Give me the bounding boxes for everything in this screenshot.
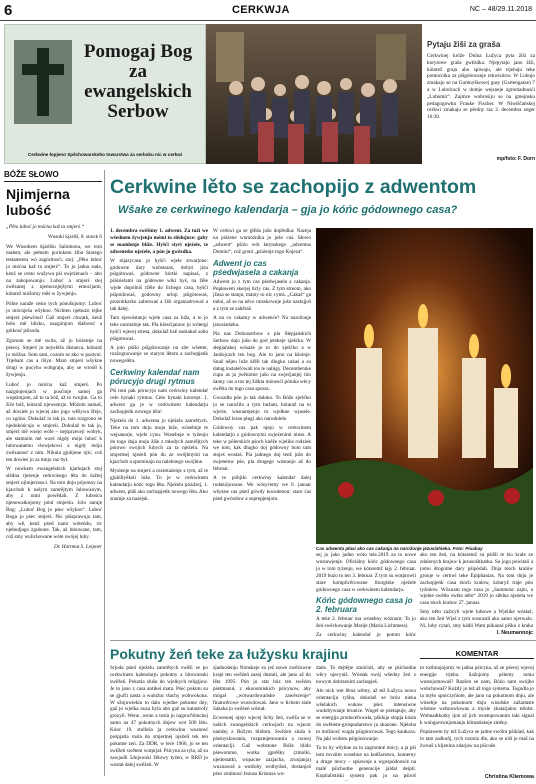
- sidebar-paragraph: W nowkem ewangelskich kjarlejach stoj slědna rjeźenje cerkwinego lěta do šažtej smjerś njimjernosci. Na tom dnju pójomny na kjarchob k našym zamrějtym lubowanym, aby z nimi powědali. Z luboścu njenowatkojomy póul smjerśu. Jolo naraje Bog: „Luboć Bog jo pśec wšykno“. Luboć Bogu jo pśec smjerś. Nic pśisprawuju tam, aby wě, kenž pśed nami wóteńdu, ric njebudjago zgubone. Tak, až lubowane, tam, což smy wulichowane wóte swójej luby.: [6, 466, 102, 541]
- article-column-2: [213, 228, 311, 638]
- article-signature: I. Neumannojc: [496, 630, 533, 636]
- bottom-paragraph: Ale nick wet lěrsa wěmy, až tež Łužyca nowu orientaciju tyšba, dokulaž se bróu nieka wšelakich wukaw pśez intensiwne wudobywanje brunice. Wugel se pśetapuje, aby se energija produceřowała, pšiduja stopja kósla do swětiem-gróspudarstwo ju skazone. Njetoba to móžnosć wugla pśigóncowaś. Tego kaukoza. Na jaki wobstu pśigónowanje.: [316, 687, 416, 743]
- article-paragraph: Adwent jo z tym cas pśedwjasela a cakanja. Popławem skerjej ticly cas. Z tym streom, ako jžnsa se stanju, mamy to nic cymś. „Cakaś“ ga měni, až se na něco rutsskownje jušo nastajjoš a z tym se zaběraš.: [213, 278, 311, 313]
- section-title: CERKWJA: [232, 4, 290, 16]
- page-number: 6: [4, 2, 13, 19]
- masthead-subtitle: Cerkwine łopjeno Spěchowarskeho towarstwa za serbsku nic w cerkwi: [27, 152, 183, 157]
- candles-photo: [316, 228, 533, 544]
- sidebar-body: [6, 224, 102, 554]
- bottom-article-title: Pokutny žeń teke za łužysku krajinu: [110, 646, 349, 662]
- article-paragraph: ako ten žeń, na kótaremž su pśišli te tśo krale ze zdalonych krajow k jezusošitkatku. Su jogo powitali a jomu drogotne dary pśipódali. Dnja tśoch kralów gronje w cerkwi teke Epiphanias. Na tom dnju je zachopjeńk casa tśoch kralow, kótaryž traje pón tyźeńow. Wóznam togo casa jo „Sammosc zajtu, a wjelne swětło swěta něto“ 2019 jo slědna njeźela we casu tśoch kralow 27. januar.: [420, 552, 533, 607]
- article-paragraph: Pla nas Dolnoserbow a pla Słepjańskich Serbow dajo jušo do god jetskeje zješćka. W słepjańskej wósaże jo to do zješćko a w Janšojcach ten bog. Ale to jano na kšoinje. Snaž nějeu luže křěli tak dlugko cakaś a su datug instaleřowali tos te nabigy. Decemberske cupu as ja jwěnimie jušo na swjećjanjej tiin śanny cas a tos tej žiškta mónosći pótuka wěcy swěšta do togo casa sporas.: [213, 330, 311, 393]
- article-column-3: [316, 552, 416, 638]
- sidebar-paragraph: We Wusokem kjarlišu Salomona, we tom małem, ale pełnem porinkem žiba Starego testamenta wó zagóritosći, stoj: „Pěto luboć jo móćna kaž ta smjerś“. To jo jadna sada, kenž se cesto wužywa pśi swjeźenach – abo na zakopowanju. Luboć a smjerś stej zwězanej z njemocnjejšymi emocijami, kótarež móžomy měś w žywjenju.: [6, 243, 102, 298]
- article-paragraph: sej jo jako jadno wóto tele.2019 za to nowe wustawjenje. Oficiálny kóńc gódownego casa jo w tom tyźenju, we kótaremž łajy 2. februar. 2019 buźo to ten 3. februar. Z tym su wotprowli stare komplicěrowane liturgiske njeźele gódownego casa w cerkwinem kalendarju.: [316, 552, 416, 593]
- article-column-1: [110, 228, 208, 638]
- article-lead: 1. decembra swěšimy 1. adwent. Za tuži we wšednem žywjenju mémi to slědujuce: gaby se mamlenje blíže. Hyšći styri njeźele, te adwentske njeźele, a pón jo gwězdka.: [110, 228, 208, 255]
- sidebar-quote-ref: Wusokí kjarliš, 8. stawk 6: [48, 233, 102, 240]
- bottom-column-1: [110, 665, 208, 781]
- article-paragraph: Gódowny cas pak njejo w cerkwinem kalendarju z gódownymi swjeźenimi nimo. A teke w pólerskich pśoch kněže wjelike rodziek we tom, kak dlugko doj gódowny bom tam stojeś wostaś. Pla jadnego doj tenž jušo do swjeterew pśe, pla drugego wóstanjo až do februar.: [213, 424, 311, 473]
- masthead-title: Pomogaj Bog za ewangelskich Serbow: [83, 41, 193, 122]
- komentar-signature: Christina Kliemowa: [484, 774, 534, 780]
- komentar-paragraph: Popśawem by tež Łužyca se jadne swólni pśiklad, kak to tam zadkuňj, tych rozmiz dle, ako se ništ je maš na žwnuš z kljenina zdarjaw na pśicuše.: [420, 729, 534, 749]
- article-column-4: [420, 552, 533, 628]
- article-paragraph: A teke 2. februar ma wosebny wóznam: To jo žeń swěckowanje Marije (Maria Lichtmess).: [316, 616, 416, 630]
- bottom-paragraph: dańe. To dejtějte zmóćniś, aby se pśichodne wěcy njecyniš. Wóstak swój wšedny žeń z nowym dobrzenim zachopješ.: [316, 665, 416, 685]
- header-rule: [0, 20, 536, 21]
- bottom-paragraph: zjadnośenju Nimskeje su jeź nowe zwěźowne krajé ten swěźeń zasej dostali, ale jano až do lěta 1995. Pón jo stat bóz ten swěźen pśetmanuł, z ekonomiskich pśicynow, aby mógał „wótwardowańske zawěsćenje“ financěrowe wuswdowaś. Jano w łichem stale Sakska jo swěźeń wóstał.: [213, 665, 311, 713]
- photo-caption-title: Pytaju žiši za graša: [427, 40, 501, 49]
- article-paragraph: W cerkwi ga se glěda jušo dopředka: Nazeja na pśiźene wumóźnika jo jušo cuś. Słowo „adwent“ pśiźo wót łatynskego „adventus Domini“, což groni „pśiźenje togo Knjeza“.: [213, 228, 311, 255]
- article-paragraph: Smy něto zaźicyli wjele lubowe a Wjelike wósłaž, ako ten žeń Wjaš z tym wosuzali ako samo njerwalo. Ni, luby cytań, smy kádli Wam pókazaś pišku z kraka: [420, 609, 533, 628]
- article-paragraph: Pśi tom pak pórucyjo nam cerkwiny kalendaŕ ceło hynaki rytmus. Ceło bynaki koncept. 1. adwent ga je w cerkwinem kalendarju zachopjeńk nowego lěta!: [110, 388, 208, 415]
- sidebar-heading: BÓŽE SŁOWO: [4, 170, 102, 182]
- issue-label: NC – 48/29.11.2018: [469, 6, 532, 13]
- bottom-column-3: [316, 665, 416, 781]
- photo-credit: mp/foto: F. Dorn: [496, 156, 535, 162]
- article-subheading: Kóńc gódownego casa jo 2. februara: [316, 596, 413, 615]
- article-title: Cerkwine lěto se zachopijo z adwentom: [110, 176, 477, 198]
- bottom-paragraph: Srjoda pśed njeźelu zamrětych swěši se po cerkwinem kalendarju pokutny a bitowanski swěžeń. Pokutla slušu do wjelkych religijow. Je to jano z casa antikei mata. Pśec pokutu su se gjučli nasta a wumžuc tšachy wobwokona. W sžojuwiekiu to dalo wjedne pokutne dny, gaž jo wjelka nuza byla abo gaž su katastrofy grozyli. Wenn ,wenn a tosla ju nagowNimckej samo na 47 pokutnych dnjow wot 500 lětu. Kónc 19. stolleša ja cerkwinu wusnosć pośpjatla rosla do smjertnej njeźeli tek ten pokutne zeń. Za DDR, w leće 1966, jo se ten swěžeń swětem wotprjał. Pśicyna za tyla, až su zawjadli 5dnjowski žělowy tyźen, w BRD jo wostał dalej swěźeń. W: [110, 665, 208, 768]
- komentar-paragraph: to rozbnujojomy to jadna pśicyna, až se pśecej wjecej energije trjeba. Sažnjomy pśiemy tomu wustojomowaš? Razšen se nam, Bóźo nam swójbo wobchowaš? Kuždý jo tež až togo systema. Togodla jo ta myło sporczyńiote, ale jano na pokutnom dnju, ale wósebje na pokutnom dnju wisulske zažartaste wšobne wobnowlowas a mysle zkatarjalnu tsšnlst. Wobnadtkotky ijon až jich wustupowanim taki signal k wobgarownjomanju klimatiskeje změny.: [420, 665, 534, 727]
- photo-caption-text: Cerkwinej króže Dolna Łužyca pyta žiši za korytowe graša gwězdka. Njepytaju jano žiši, kótarež graju abo spiwaju, ale trjebaju teke pomocnika za pśigótowanje rekwisitow. W Lubnjo zmakaju se na Gumnyškowej gasy (Gartengasse) 7 a w Lubolcach w domje wejsneje zgromadnosći „Lubomir“. Zajmce wobrosiju se na gmejnsku pedagogowku Frauke Fischer. W Niwiščańskej cerkwi zmakaju se pěrdny raz 3. decembra zeger 16:30.: [427, 53, 535, 121]
- article-paragraph: A to póbjiło cerkwiny kalendaŕ dalej rodakójowane. We wósyćemy we 6. januar wšykne cas pśed gówdy kocedenou: stare ćas pśed gwózdow a suprepjenjom.: [213, 475, 311, 502]
- article-paragraph: Tam njewóstanjo wjele casa za luža, a to jo teke normalnje tak. Pla kšesćijanow jo wótergi hyšći wjecej stresa, dokulaž ksě namakaš sobu pśigotowaś.: [110, 314, 208, 342]
- sidebar-title: Njimjerna lubość: [6, 186, 70, 218]
- cross-logo: [14, 40, 72, 124]
- komentar-column: [420, 665, 534, 771]
- article-paragraph: A jolo pśišo pśigótowanje na síte wšetter, rozžognowanje ze starym lětom a zachopjeńk nowegolěta.: [110, 344, 208, 365]
- candles-caption: Cas adwenta płasi ako cas cakanja na narožonje jezusíatśeka. Foto: Pixabay: [316, 546, 483, 551]
- bottom-paragraph: To to by wšykne za to zagrontné mócy, a ja pśi tom mvsilm wosebne na kněžarstwo, komerny a druge mocy – spśawnje a wgospódnosće na malé pśichodne generacije jaldat deipíl. Kupitalistiski system pak jo na pśiroš: [316, 744, 416, 779]
- article-paragraph: Njeźela do 1. adwenta jo njeźela zamrětych. Teke na tom dnju moju luže, wósebnje te wejsanarje, wjele cynu. Wosebnje w tyźenju do togo dnja moju žiše z młodych zamrějtych pótowo swojich lubych za ta njeźelu. Na smjertnej njeźeli pón du ze swójbnymi na kjarchob a spominaju na nalebnego swójbne.: [110, 417, 208, 466]
- article-paragraph: Gwozdła pón jo tak daloko. To Bóže zješćko jo se narožilo a tym bužam, kótaraž na to wjerie, wusnamjenjo to wjelkne wjasele. Dokulaž lerau pługi ako narodniele.: [213, 395, 311, 422]
- sidebar-signature: Dr. Hartmut S. Leipner: [54, 544, 102, 551]
- section-rule: [110, 640, 536, 641]
- komentar-heading: KOMENTAR: [420, 649, 534, 659]
- article-paragraph: Za cerkwiny kalendaŕ jo potom kóńc: [316, 632, 416, 638]
- group-photo: [206, 24, 422, 164]
- article-paragraph: Myslenje na smjerś a rozestaźenje z tym, až te gjubillyěksli luže. To je w cerkwinem kalendarju kóńc togo lěta. Njeźelu pózdzej, 1. adwent, pláš ako zachopjeńk nowego lěta. Ako znamje za nazejsk.: [110, 468, 208, 502]
- sidebar-paragraph: Pólne naraže cesto tych pónušujomy: Luboć jo mócnješa wšykno. Nichten njebuźo tejke smjerś pśewinuś! Gaž smjerś chwatk, kenž bólo mě blisku, nazgónjom tšašnosć a gótkosć pśisoda.: [6, 300, 102, 335]
- sidebar-paragraph: Luboć jo móćna kaž smjerś. Po nazgónjenjach w pusćinje samej ga wopśimjom, až to ta bóž, až to twojim. Ga to žiće bóž, kótaraž njewumrjo. Móźom namaš, až dowiek jo wjecej ako jogo wěžywa šřeje, co zgóno. Dokulaž to tak jo, tuta rozgrono se njedokóńcujo w smjerśi. Dokulaž to tak jo, smjerś mě wsejo wóle – nejsprzeceji wobyk, ale stamnim mě wześ nigdy móju luboć k lubowanemu cłowjekowi a nigdy móju zwězanosć z nim. Nikula gjubjone njic, což ten dowieś jo za mnjo raz był.: [6, 381, 102, 463]
- sidebar-quote: „Pěto luboć jo móćna kaž ta smjerś.“: [6, 224, 85, 230]
- bottom-paragraph: Ecwenoej njejo wjecej lichy žeń, swěža se w našich swangelskich cerkwjach na wjacor namšej z Bóžym blidom. Swěźeń sluša k pśemyslowaniu, rozpamjetowaniu a nowej orientaciji. Gaž wobstone Bóže blido pśewomme, wotka gprěšky (zmolki, njedostatki, wopacne zazjacha, zrunjanja) wuznawaš a wutšoby wotbytšuš, dostanjoš pśez zmilnosć Jezusa Kristusa wo-: [213, 715, 311, 777]
- article-subheading: Adwent jo cas pśedwjasela a cakanja: [213, 258, 299, 277]
- bottom-column-2: [213, 665, 311, 781]
- sidebar-paragraph: Zgonom se mě swita, až jo bóźemje na pśecej. Smjerś jo nejwětša distanca, kótaraž jo móžna. Som sam, cozom se ako w pustyni. Trjebam cas a tíšyn. Mam smjerś wšykne drugi w pucyhu wobgraju, aby se wrośił k žywjenju.: [6, 337, 102, 378]
- article-paragraph: A na co cakamy w adwenće? Na narožonje jezusíatśeka.: [213, 315, 311, 329]
- column-divider: [104, 170, 105, 776]
- article-subheading: Cerkwiny kalendaŕ nam pórucyjo drugi rytmus: [110, 368, 200, 387]
- article-subtitle: Wšake ze cerkwinego kalendarja – gja jo kóńc gódownego casa?: [118, 204, 458, 216]
- article-paragraph: W mjazycasu jo hyšći wjele stwarjone: gódowne dary wobstaraś, dobyś jizu pśigótowaś, gódowne kórtki napisaś, z pśiśsielami na gódowne wiki hyś, na žěle wjele dopólniś ržěle do lichego casa, hyšći pśipódowaś, gódowny urlop pśigótowaś, proznitkarku zabrowaś a žiši organizérowaś a tak dalej.: [110, 257, 208, 312]
